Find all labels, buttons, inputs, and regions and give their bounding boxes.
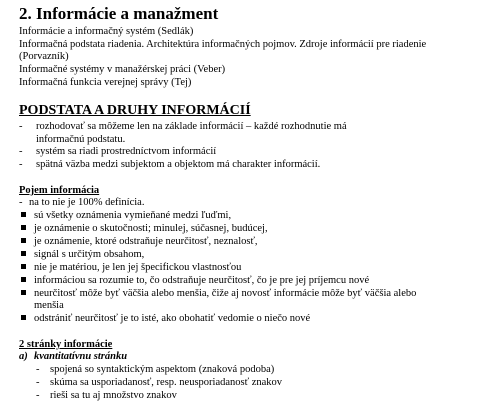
concept-item-3: je oznámenie, ktoré odstraňuje neurčitosť, neznalosť,: [34, 236, 258, 247]
bullet-icon: [21, 312, 26, 325]
concept-item-6: informáciou sa rozumie to, čo odstraňuje neurčitosť, čo je pre jej príjemcu nové: [34, 275, 370, 286]
sides-dash-3: -: [36, 390, 40, 401]
bullet-icon: [21, 222, 26, 235]
concept-item-1: sú všetky oznámenia vymieňané medzi ľuďmi,: [34, 210, 232, 221]
bullet-icon: [21, 248, 26, 261]
concept-lead-dash: -: [19, 197, 23, 208]
sides-item-2: skúma sa usporiadanosť, resp. neusporiadanosť znakov: [50, 377, 283, 388]
section-item-2: systém sa riadi prostredníctvom informácií: [36, 146, 217, 157]
bullet-icon: [21, 235, 26, 248]
concept-item-5: nie je matériou, je len jej špecifickou vlastnosťou: [34, 262, 242, 273]
concept-item-7: neurčitosť môže byť väčšia alebo menšia, čiže aj novosť informácie môže byť väčšia alebo: [34, 288, 417, 299]
sides-item-3: rieši sa tu aj množstvo znakov: [50, 390, 177, 401]
bullet-icon: [21, 209, 26, 222]
sides-dash-2: -: [36, 377, 40, 388]
section-title: PODSTATA A DRUHY INFORMÁCIÍ: [19, 103, 251, 118]
sides-dash-1: -: [36, 364, 40, 375]
section-dash-1: -: [19, 121, 23, 132]
concept-title: Pojem informácia: [19, 185, 100, 196]
sides-a-label: kvantitatívnu stránku: [34, 351, 128, 362]
intro-line-3: (Porvazník): [19, 51, 69, 62]
concept-item-7-cont: menšia: [34, 300, 64, 311]
concept-item-2: je oznámenie o skutočnosti; minulej, súčasnej, budúcej,: [34, 223, 268, 234]
sides-item-1: spojená so syntaktickým aspektom (znaková podoba): [50, 364, 275, 375]
section-dash-2: -: [19, 146, 23, 157]
sides-title: 2 stránky informácie: [19, 339, 113, 350]
document-heading: 2. Informácie a manažment: [19, 4, 219, 23]
intro-line-1: Informácie a informačný systém (Sedlák): [19, 26, 194, 37]
concept-lead: na to nie je 100% definícia.: [29, 197, 145, 208]
intro-line-4: Informačné systémy v manažérskej práci (Veber): [19, 64, 226, 75]
section-item-1: rozhodovať sa môžeme len na základe informácií – každé rozhodnutie má: [36, 121, 347, 132]
sides-a-mark: a): [19, 351, 28, 362]
bullet-icon: [21, 287, 26, 300]
bullet-icon: [21, 261, 26, 274]
concept-item-8: odstrániť neurčitosť je to isté, ako obohatiť vedomie o niečo nové: [34, 313, 311, 324]
section-item-1-cont: informačnú podstatu.: [36, 134, 126, 145]
intro-line-5: Informačná funkcia verejnej správy (Tej): [19, 77, 192, 88]
intro-line-2: Informačná podstata riadenia. Architektúra informačných pojmov. Zdroje informácií pre riadenie: [19, 39, 427, 50]
section-item-3: spätná väzba medzi subjektom a objektom má charakter informácií.: [36, 159, 321, 170]
bullet-icon: [21, 274, 26, 287]
concept-item-4: signál s určitým obsahom,: [34, 249, 145, 260]
section-dash-3: -: [19, 159, 23, 170]
